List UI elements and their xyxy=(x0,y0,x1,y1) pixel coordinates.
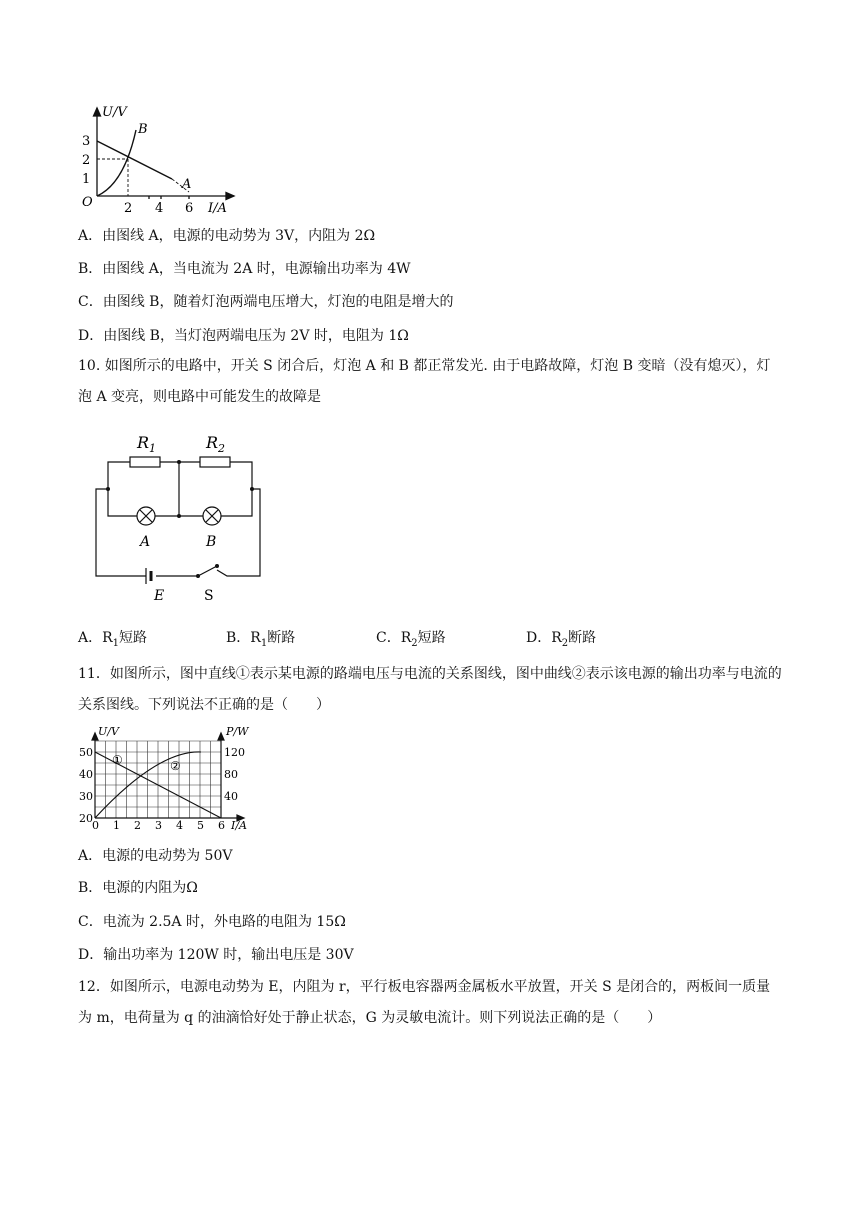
q11-option-c: C．电流为 2.5A 时，外电路的电阻为 15Ω xyxy=(78,914,346,930)
q11-x-tick: 2 xyxy=(134,819,141,832)
q11-x-tick: 4 xyxy=(176,819,183,832)
q10-option-d: D．$R_2$断路 xyxy=(526,630,597,649)
q11-y-right-tick: 80 xyxy=(224,768,238,781)
q9-x-tick: 4 xyxy=(155,201,164,216)
q11-option-a: A．电源的电动势为 50V xyxy=(78,848,233,864)
q12-stem: 12．如图所示，电源电动势为 E，内阻为 r，平行板电容器两金属板水平放置，开关 S 是闭合的，两板间一质量为 m，电荷量为 q 的油滴恰好处于静止状态，G 为灵敏电流计。则下列说法正确的是（ ） xyxy=(78,979,771,1026)
lamp-b-label: B xyxy=(206,534,217,550)
q11-option-b: B．电源的内阻为Ω xyxy=(78,880,198,896)
q9-line-a xyxy=(97,141,172,179)
q9-curve-b-label: B xyxy=(138,122,148,137)
q9-option-a: A．由图线 A，电源的电动势为 3V，内阻为 2Ω xyxy=(78,228,376,244)
q9-line-a-label: A xyxy=(182,177,192,192)
q11-y-left-tick: 40 xyxy=(79,768,93,781)
r2-label: $R_2$ xyxy=(206,433,226,455)
source-e-label: E xyxy=(154,588,165,604)
q11-curve-2-label: ② xyxy=(170,759,181,773)
q9-curve-b xyxy=(97,130,136,196)
q10-options xyxy=(78,628,596,654)
q11-x-tick: 5 xyxy=(197,819,204,832)
q11-x-tick: 6 xyxy=(218,819,225,832)
q11-y-left-tick: 50 xyxy=(79,746,93,759)
q9-y-tick: 1 xyxy=(82,172,91,187)
q11-x-tick: 1 xyxy=(113,819,120,832)
q11-x-tick: 0 xyxy=(92,819,99,832)
q10-option-c: C．$R_2$短路 xyxy=(376,630,446,649)
q11-y-left-tick: 30 xyxy=(79,790,93,803)
q11-option-d: D．输出功率为 120W 时，输出电压是 30V xyxy=(78,947,354,963)
q9-x-label: I/A xyxy=(208,201,227,216)
q11-stem: 11．如图所示，图中直线①表示某电源的路端电压与电流的关系图线，图中曲线②表示该电源的输出功率与电流的关系图线。下列说法不正确的是（ ） xyxy=(78,666,782,713)
q11-y-left-tick: 20 xyxy=(79,812,93,825)
q9-option-d: D．由图线 B，当灯泡两端电压为 2V 时，电阻为 1Ω xyxy=(78,328,409,344)
q11-y-left-label: U/V xyxy=(98,725,119,738)
r1-label: $R_1$ xyxy=(137,433,157,455)
q9-option-c: C．由图线 B，随着灯泡两端电压增大，灯泡的电阻是增大的 xyxy=(78,294,454,310)
q10-stem: 10. 如图所示的电路中，开关 S 闭合后，灯泡 A 和 B 都正常发光. 由于电路故障，灯泡 B 变暗（没有熄灭），灯泡 A 变亮，则电路中可能发生的故障是 xyxy=(78,358,771,405)
r1-resistor xyxy=(130,457,160,467)
q9-y-label: U/V xyxy=(102,105,127,120)
q9-y-tick: 3 xyxy=(82,134,91,149)
q11-y-right-tick: 40 xyxy=(224,790,238,803)
q9-x-tick: 2 xyxy=(124,201,133,216)
q11-line-1-label: ① xyxy=(112,753,123,767)
q11-ui-graph xyxy=(78,722,268,832)
q9-x-tick: 6 xyxy=(185,201,194,216)
q9-origin: O xyxy=(82,195,93,210)
switch-s-label: S xyxy=(204,588,214,604)
q9-y-tick: 2 xyxy=(82,153,91,168)
q11-x-label: I/A xyxy=(231,819,247,832)
q9-ui-graph xyxy=(76,96,256,216)
q11-y-right-tick: 120 xyxy=(224,746,245,759)
lamp-a-label: A xyxy=(140,534,151,550)
r2-resistor xyxy=(200,457,230,467)
q9-option-b: B．由图线 A，当电流为 2A 时，电源输出功率为 4W xyxy=(78,261,411,277)
q10-option-a: A．$R_1$短路 xyxy=(78,630,148,649)
q10-circuit-diagram xyxy=(90,420,280,605)
q11-y-right-label: P/W xyxy=(226,725,249,738)
q11-x-tick: 3 xyxy=(155,819,162,832)
q10-option-b: B．$R_1$断路 xyxy=(226,630,296,649)
